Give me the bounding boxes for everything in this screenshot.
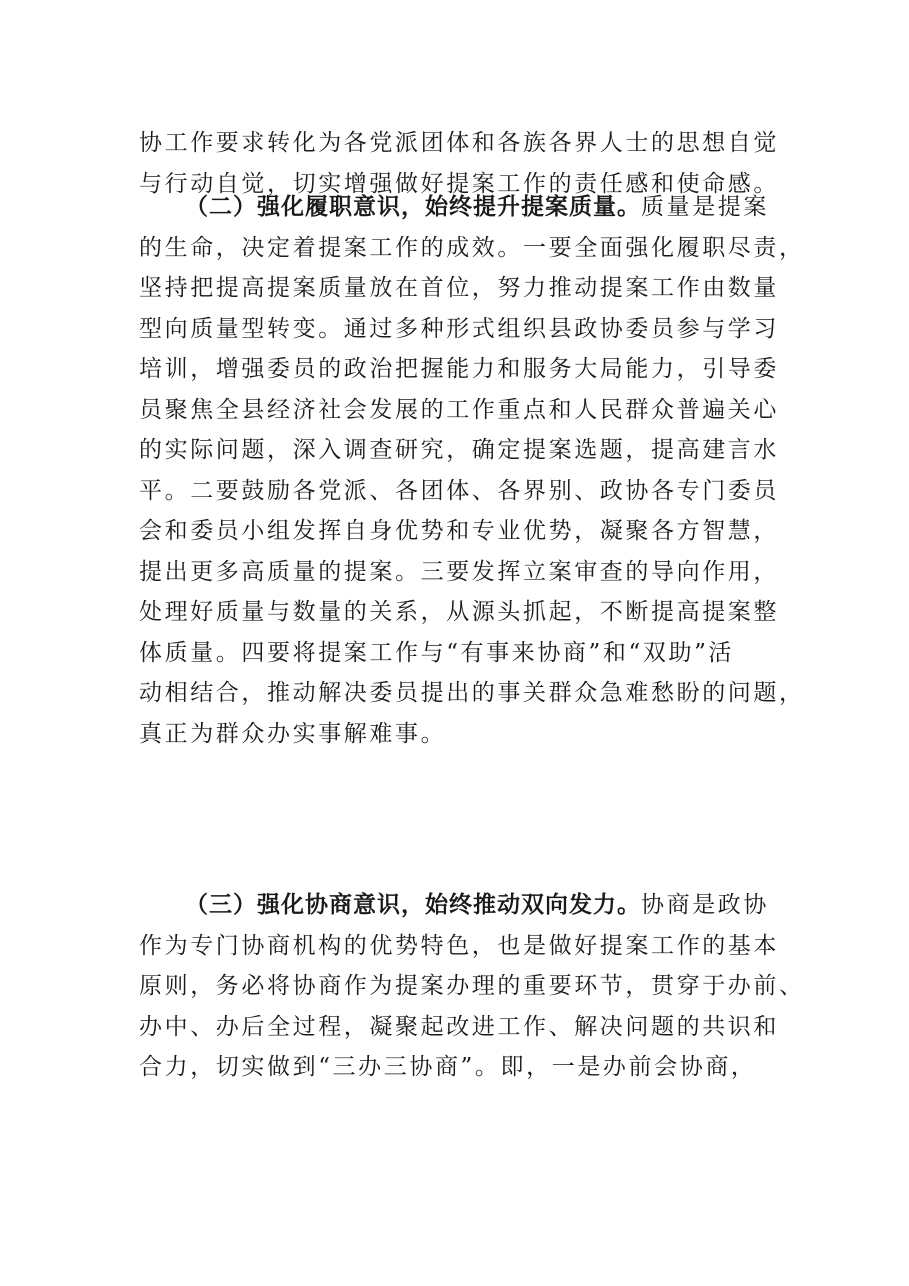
text-line: 办中、办后全过程，凝聚起改进工作、解决问题的共识和	[139, 1013, 779, 1040]
text-line: 处理好质量与数量的关系，从源头抓起，不断提高提案整	[139, 599, 779, 625]
text-line: 坚持把提高提案质量放在首位，努力推动提案工作由数量	[139, 275, 779, 301]
text-line: 平。二要鼓励各党派、各团体、各界别、政协各专门委员	[139, 477, 779, 504]
text-line: 培训，增强委员的政治把握能力和服务大局能力，引导委	[139, 356, 779, 382]
paragraph-quality	[139, 187, 805, 754]
text-line: 员聚焦全县经济社会发展的工作重点和人民群众普遍关心	[139, 396, 779, 423]
text-line: 动相结合，推动解决委员提出的事关群众急难愁盼的问题，	[139, 680, 805, 706]
text-line: 会和委员小组发挥自身优势和专业优势，凝聚各方智慧，	[139, 518, 779, 544]
section-heading: （三）强化协商意识，始终推动双向发力。	[185, 892, 641, 918]
text-run: 协商是政协	[641, 892, 769, 918]
text-line: 体质量。四要将提案工作与“有事来协商”和“双助”活	[139, 639, 735, 666]
text-line: 型向质量型转变。通过多种形式组织县政协委员参与学习	[139, 315, 779, 342]
text-line: 的实际问题，深入调查研究，确定提案选题，提高建言水	[139, 437, 779, 463]
text-line: 合力，切实做到“三办三协商”。即，一是办前会协商，	[139, 1054, 757, 1080]
text-line: 真正为群众办实事解难事。	[139, 720, 447, 747]
paragraph-first-line	[139, 187, 779, 228]
text-line: 原则，务必将协商作为提案办理的重要环节，贯穿于办前、	[139, 973, 805, 999]
text-line: 与行动自觉，切实增强做好提案工作的责任感和使命感。	[139, 170, 779, 197]
text-line: 的生命，决定着提案工作的成效。一要全面强化履职尽责，	[139, 234, 805, 261]
text-line: 作为专门协商机构的优势特色，也是做好提案工作的基本	[139, 932, 779, 959]
paragraph-consultation	[139, 885, 805, 1088]
paragraph-first-line	[139, 885, 779, 926]
section-heading: （二）强化履职意识，始终提升提案质量。	[185, 194, 641, 220]
text-line: 提出更多高质量的提案。三要发挥立案审查的导向作用，	[139, 558, 779, 585]
text-line: 协工作要求转化为各党派团体和各族各界人士的思想自觉	[139, 130, 779, 156]
text-run: 质量是提案	[641, 194, 769, 220]
